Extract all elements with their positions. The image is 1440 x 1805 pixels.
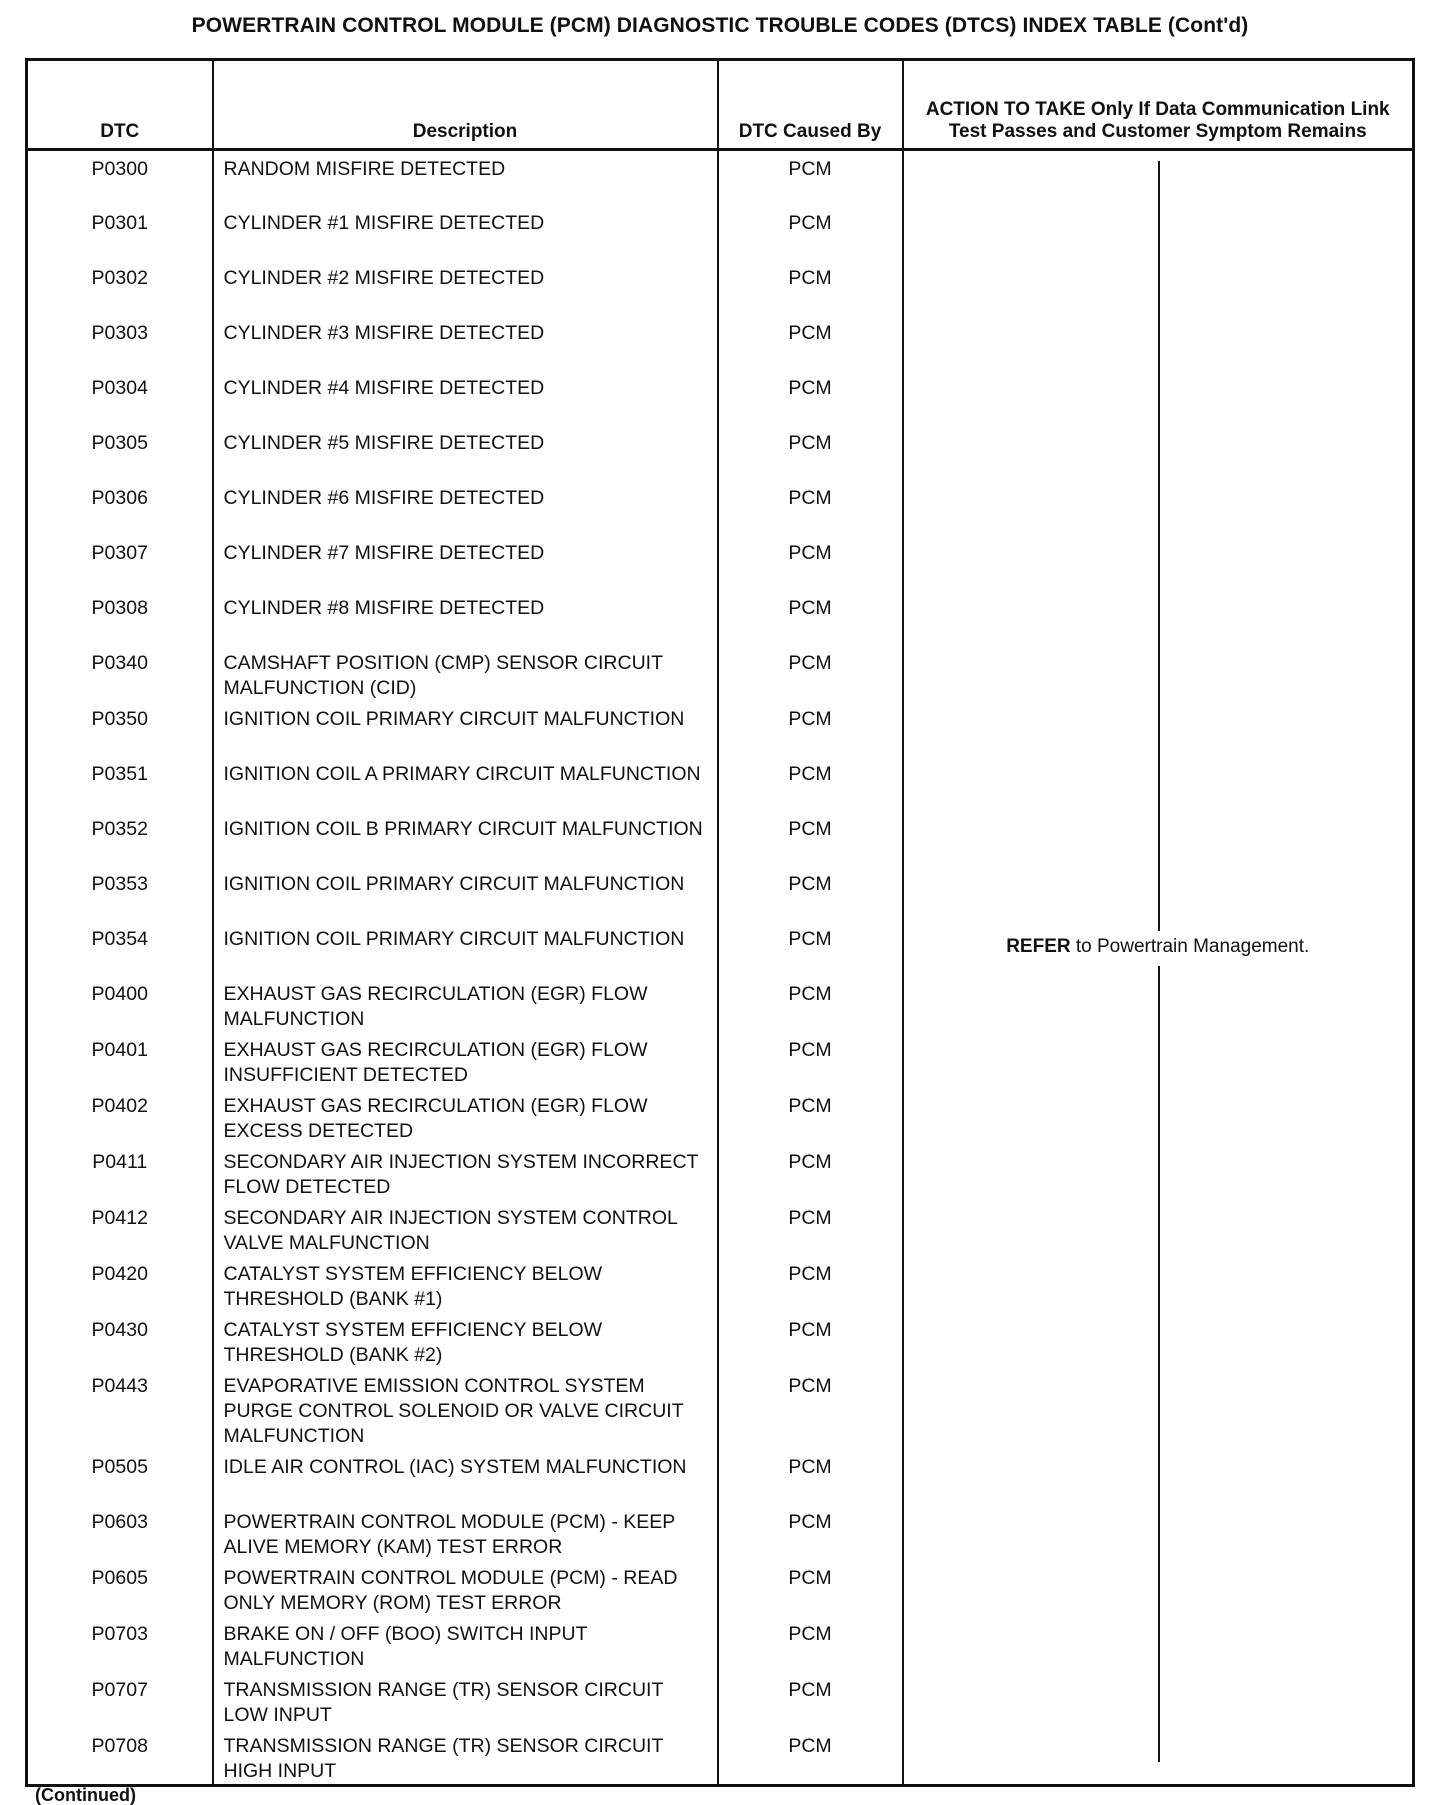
description-cell: CYLINDER #3 MISFIRE DETECTED: [213, 315, 718, 370]
description-cell: IGNITION COIL PRIMARY CIRCUIT MALFUNCTION: [213, 701, 718, 756]
caused-by-cell: PCM: [718, 590, 903, 645]
action-cell: [903, 150, 1414, 1786]
action-refer-keyword: REFER: [1006, 936, 1071, 957]
caused-by-cell: PCM: [718, 1256, 903, 1312]
description-cell: POWERTRAIN CONTROL MODULE (PCM) - KEEP ALIVE MEMORY (KAM) TEST ERROR: [213, 1504, 718, 1560]
continued-note: (Continued): [35, 1785, 136, 1805]
description-cell: TRANSMISSION RANGE (TR) SENSOR CIRCUIT HIGH INPUT: [213, 1728, 718, 1786]
description-cell: IDLE AIR CONTROL (IAC) SYSTEM MALFUNCTION: [213, 1449, 718, 1504]
caused-by-cell: PCM: [718, 645, 903, 701]
dtc-code-cell: P0306: [27, 480, 213, 535]
dtc-code-cell: P0301: [27, 205, 213, 260]
caused-by-cell: PCM: [718, 1672, 903, 1728]
table-header-row: [27, 60, 1414, 150]
description-cell: CATALYST SYSTEM EFFICIENCY BELOW THRESHOLD (BANK #1): [213, 1256, 718, 1312]
caused-by-cell: PCM: [718, 315, 903, 370]
dtc-code-cell: P0707: [27, 1672, 213, 1728]
dtc-code-cell: P0303: [27, 315, 213, 370]
caused-by-cell: PCM: [718, 811, 903, 866]
dtc-code-cell: P0401: [27, 1032, 213, 1088]
description-cell: CYLINDER #1 MISFIRE DETECTED: [213, 205, 718, 260]
dtc-index-table: [25, 58, 1415, 1787]
description-cell: SECONDARY AIR INJECTION SYSTEM INCORRECT FLOW DETECTED: [213, 1144, 718, 1200]
dtc-code-cell: P0708: [27, 1728, 213, 1786]
action-bracket-line-bottom: [1158, 966, 1160, 1762]
dtc-code-cell: P0340: [27, 645, 213, 701]
caused-by-cell: PCM: [718, 1504, 903, 1560]
caused-by-cell: PCM: [718, 1312, 903, 1368]
caused-by-cell: PCM: [718, 1728, 903, 1786]
description-cell: IGNITION COIL PRIMARY CIRCUIT MALFUNCTION: [213, 866, 718, 921]
description-cell: RANDOM MISFIRE DETECTED: [213, 150, 718, 205]
caused-by-cell: PCM: [718, 535, 903, 590]
caused-by-cell: PCM: [718, 1449, 903, 1504]
table-body: [27, 150, 1414, 1786]
description-cell: SECONDARY AIR INJECTION SYSTEM CONTROL VALVE MALFUNCTION: [213, 1200, 718, 1256]
description-cell: EXHAUST GAS RECIRCULATION (EGR) FLOW EXCESS DETECTED: [213, 1088, 718, 1144]
caused-by-cell: PCM: [718, 260, 903, 315]
description-cell: IGNITION COIL PRIMARY CIRCUIT MALFUNCTION: [213, 921, 718, 976]
description-cell: TRANSMISSION RANGE (TR) SENSOR CIRCUIT LOW INPUT: [213, 1672, 718, 1728]
dtc-code-cell: P0402: [27, 1088, 213, 1144]
action-refer-target: to Powertrain Management.: [1070, 936, 1310, 957]
action-bracket-line-top: [1158, 161, 1160, 931]
description-cell: EXHAUST GAS RECIRCULATION (EGR) FLOW INSUFFICIENT DETECTED: [213, 1032, 718, 1088]
caused-by-cell: PCM: [718, 1616, 903, 1672]
caused-by-cell: PCM: [718, 756, 903, 811]
description-cell: EXHAUST GAS RECIRCULATION (EGR) FLOW MALFUNCTION: [213, 976, 718, 1032]
description-cell: CAMSHAFT POSITION (CMP) SENSOR CIRCUIT MALFUNCTION (CID): [213, 645, 718, 701]
dtc-code-cell: P0430: [27, 1312, 213, 1368]
header-caused-by: DTC Caused By: [718, 60, 903, 150]
dtc-code-cell: P0420: [27, 1256, 213, 1312]
table-row: [27, 150, 1414, 205]
caused-by-cell: PCM: [718, 1560, 903, 1616]
description-cell: BRAKE ON / OFF (BOO) SWITCH INPUT MALFUNCTION: [213, 1616, 718, 1672]
dtc-code-cell: P0703: [27, 1616, 213, 1672]
caused-by-cell: PCM: [718, 1144, 903, 1200]
dtc-code-cell: P0352: [27, 811, 213, 866]
header-description: Description: [213, 60, 718, 150]
description-cell: EVAPORATIVE EMISSION CONTROL SYSTEM PURGE CONTROL SOLENOID OR VALVE CIRCUIT MALFUNCTION: [213, 1368, 718, 1449]
caused-by-cell: PCM: [718, 480, 903, 535]
description-cell: CATALYST SYSTEM EFFICIENCY BELOW THRESHOLD (BANK #2): [213, 1312, 718, 1368]
dtc-code-cell: P0505: [27, 1449, 213, 1504]
dtc-code-cell: P0351: [27, 756, 213, 811]
description-cell: CYLINDER #8 MISFIRE DETECTED: [213, 590, 718, 645]
caused-by-cell: PCM: [718, 1032, 903, 1088]
caused-by-cell: PCM: [718, 701, 903, 756]
dtc-code-cell: P0411: [27, 1144, 213, 1200]
dtc-code-cell: P0354: [27, 921, 213, 976]
caused-by-cell: PCM: [718, 976, 903, 1032]
dtc-code-cell: P0350: [27, 701, 213, 756]
description-cell: CYLINDER #2 MISFIRE DETECTED: [213, 260, 718, 315]
caused-by-cell: PCM: [718, 370, 903, 425]
description-cell: IGNITION COIL B PRIMARY CIRCUIT MALFUNCTION: [213, 811, 718, 866]
caused-by-cell: PCM: [718, 150, 903, 205]
description-cell: CYLINDER #7 MISFIRE DETECTED: [213, 535, 718, 590]
dtc-code-cell: P0353: [27, 866, 213, 921]
description-cell: CYLINDER #4 MISFIRE DETECTED: [213, 370, 718, 425]
dtc-code-cell: P0443: [27, 1368, 213, 1449]
caused-by-cell: PCM: [718, 1088, 903, 1144]
action-refer-text: [904, 934, 1413, 960]
description-cell: POWERTRAIN CONTROL MODULE (PCM) - READ ONLY MEMORY (ROM) TEST ERROR: [213, 1560, 718, 1616]
description-cell: CYLINDER #5 MISFIRE DETECTED: [213, 425, 718, 480]
dtc-code-cell: P0400: [27, 976, 213, 1032]
page-title: POWERTRAIN CONTROL MODULE (PCM) DIAGNOSTIC TROUBLE CODES (DTCS) INDEX TABLE (Cont'd): [191, 14, 1249, 37]
dtc-code-cell: P0300: [27, 150, 213, 205]
dtc-code-cell: P0603: [27, 1504, 213, 1560]
header-dtc: DTC: [27, 60, 213, 150]
dtc-code-cell: P0305: [27, 425, 213, 480]
dtc-code-cell: P0302: [27, 260, 213, 315]
dtc-code-cell: P0412: [27, 1200, 213, 1256]
caused-by-cell: PCM: [718, 1368, 903, 1449]
description-cell: CYLINDER #6 MISFIRE DETECTED: [213, 480, 718, 535]
caused-by-cell: PCM: [718, 205, 903, 260]
dtc-code-cell: P0304: [27, 370, 213, 425]
dtc-code-cell: P0307: [27, 535, 213, 590]
caused-by-cell: PCM: [718, 866, 903, 921]
dtc-code-cell: P0605: [27, 1560, 213, 1616]
description-cell: IGNITION COIL A PRIMARY CIRCUIT MALFUNCTION: [213, 756, 718, 811]
caused-by-cell: PCM: [718, 425, 903, 480]
caused-by-cell: PCM: [718, 1200, 903, 1256]
caused-by-cell: PCM: [718, 921, 903, 976]
header-action: ACTION TO TAKE Only If Data Communication Link Test Passes and Customer Symptom Remains: [903, 60, 1414, 150]
dtc-code-cell: P0308: [27, 590, 213, 645]
